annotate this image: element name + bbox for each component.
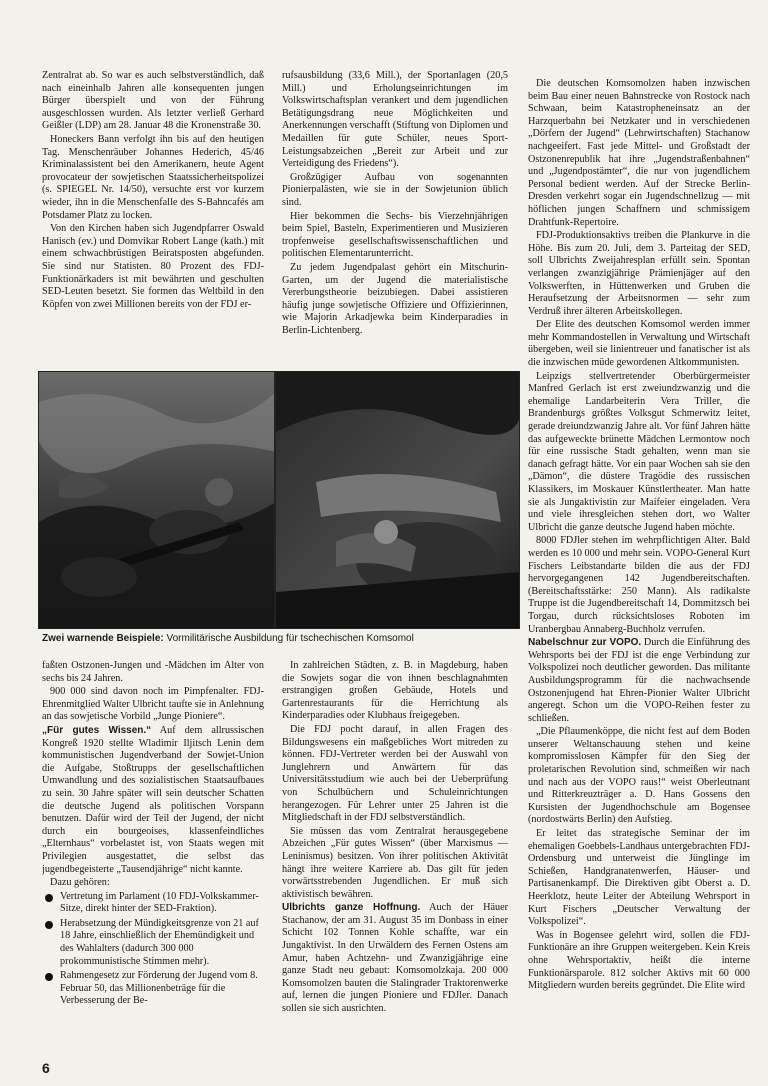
column-1-top bbox=[42, 70, 264, 370]
training-photo-image bbox=[39, 372, 275, 629]
column-2-top bbox=[282, 70, 508, 370]
paragraph: 900 000 sind davon noch im Pimpfenalter. FDJ-Ehrenmitglied Walter Ulbricht taufte sie in Anlehnung an das sowjetische Vorbild „Junge Pioniere“. bbox=[42, 686, 264, 723]
section-lead: Nabelschnur zur VOPO. bbox=[528, 637, 642, 649]
paragraph: Dazu gehören: bbox=[50, 877, 110, 889]
paragraph: Zu jedem Jugendpalast gehört ein Mitschurin-Garten, um der Jugend die materialistische Vererbungstheorie beizubiegen. Dabei assistieren häufig junge sowjetische Offiziere und Offizierinnen, wie Majorin Arkadjewka beim Kinderparadies in Berlin-Lichtenberg. bbox=[282, 261, 508, 336]
section-lead: „Für gutes Wissen.“ bbox=[42, 724, 152, 736]
paragraph: Hier bekommen die Sechs- bis Vierzehnjährigen beim Spiel, Basteln, Experimentieren und Musizieren tropfenweise gesellschaftswissenschaftlichen und politischen Elementarunterricht. bbox=[282, 210, 508, 260]
paragraph: 8000 FDJler stehen im wehrpflichtigen Alter. Bald werden es 10 000 und mehr sein. VOPO-General Kurt Fischers Leibstandarte bilden die aus der FDJ hervorgegangenen 142 Jugendbereitschaften. (Bereitschaftsstärke: 250 Mann). Als radikalste Truppe ist die Jugendbereitschaft 14, Dommitzsch bei Torgau, durch rücksichtsloses Roboten im Uranbergbau Annaberg-Buchholz verrufen. bbox=[528, 535, 750, 635]
paragraph: In zahlreichen Städten, z. B. in Magdeburg, haben die Sowjets sogar die von ihnen beschlagnahmten erstrangigen großen Gebäude, Hotels und Gartenrestaurants für die Herrichtung als Kinderparadies oder Klubhaus freigegeben. bbox=[282, 660, 508, 722]
training-photo-image bbox=[276, 372, 520, 629]
paragraph: Leipzigs stellvertretender Oberbürgermeister Manfred Gerlach ist erst zweiundzwanzig und die ehemalige Landarbeiterin Vera Triller, die Brandenburgs größtes Volksgut Schmerwitz leitet, gerade dreiundzwanzig Jahre alt. Vor fünf Jahren hätte das aufgeweckte brünette Mädchen Lermontow noch für eine russische Stadt gehalten, wenn man sie danach gefragt hätte. Vor ein paar Wochen sah sie den „Dämon“, die düstere Tragödie des russischen Klassikers, im Moskauer Künstlertheater. Man hatte sie als Jungaktivistin zur Maifeier eingeladen. Vera und viele ihresgleichen stehen dort, wo Walter Ulbricht die ganze deutsche Jugend haben möchte. bbox=[528, 370, 750, 533]
paragraph bbox=[42, 725, 264, 876]
column-2-bottom bbox=[282, 660, 508, 1056]
paragraph bbox=[282, 902, 508, 1015]
paragraph: FDJ-Produktionsaktivs treiben die Plankurve in die Höhe. Bis zum 20. Juli, dem 3. Parteitag der SED, soll Ulbrichts Zweijahresplan erfüllt sein. Spontan verlangen zwanzigjährige Prämienjäger auf den Volkswerften, in Hüttenwerken und Gruben die Heraufsetzung der Arbeitsnormen — sehr zum Verdruß ihrer älteren Arbeitskollegen. bbox=[528, 230, 750, 317]
list-item: Vertretung im Parlament (10 FDJ-Volkskammer-Sitze, direkt hinter der SED-Fraktion). bbox=[42, 891, 264, 916]
column-1-bottom bbox=[42, 660, 264, 1056]
section-lead: Ulbrichts ganze Hoffnung. bbox=[282, 902, 421, 914]
column-3 bbox=[528, 78, 750, 1058]
paragraph: Zentralrat ab. So war es auch selbstverständlich, daß nach eineinhalb Jahren alle konsequenten jungen Bürger überspielt und von der Führung ausgeschlossen wurden. Als letzter verließ Gerhard Geißler (LDP) am 28. Januar 48 die Kronenstraße 30. bbox=[42, 70, 264, 132]
paragraph: Die FDJ pocht darauf, in allen Fragen des Bildungswesens ein maßgebliches Wort mitreden zu können. FDJ-Vertreter werden bei der Auswahl von Junglehrern und Anwärtern für das Universitätsstudium wie auch bei der Ueberprüfung von Schulbüchern und Schuleinrichtungen herangezogen. Für Lehrer unter 25 Jahren ist die Mitgliedschaft in der FDJ selbstverständlich. bbox=[282, 723, 508, 824]
paragraph: Er leitet das strategische Seminar der im ehemaligen Goebbels-Landhaus untergebrachten FDJ-Ordensburg und unterweist die Jünglinge im Schießen, Handgranatenwerfen, Häuser- und Partisanenkampf. Die Direktiven gibt Oberst a. D. Heerklotz, heute Leiter der Abteilung Wehrsport in Kurt Fischers „Deutscher Verwaltung der Volkspolizei“. bbox=[528, 828, 750, 928]
list-item: Rahmengesetz zur Förderung der Jugend vom 8. Februar 50, das Millionenbeträge für die Verbesserung der Be- bbox=[42, 970, 264, 1008]
paragraph-text: Auch der Häuer Stachanow, der am 31. August 35 im Donbass in einer Schicht 102 Tonnen Kohle schaffte, war ein Jungaktivist. In den Urwäldern des Fernen Ostens am Amur, haben Achtzehn- und Zwanzigjährige eine ganze Stadt neu gebaut: Komsomolzkaja. 200 000 Komsomolzen bauten die Stalingrader Traktorenwerke auf, lernen die jungen Pioniere und FDJler. Danach sollen sie sich ausrichten. bbox=[282, 902, 508, 1015]
paragraph: Sie müssen das vom Zentralrat herausgegebene Abzeichen „Für gutes Wissen“ (über Marxismus — Leninismus) besitzen. Von ihrer politischen Aktivität hängt ihre weitere Karriere ab. Das gilt für jeden vorwärtsstrebenden Jugendlichen. Er muß sich aktivistisch bewähren. bbox=[282, 825, 508, 900]
paragraph: rufsausbildung (33,6 Mill.), der Sportanlagen (20,5 Mill.) und Erholungseinrichtungen im Volkswirtschaftsplan verankert und dem jugendlichen Betätigungsdrang neue Möglichkeiten und Anerkennungen verschafft (Stiftung von Diplomen und Medaillen für gute Schüler, neues Sport-Leistungsabzeichen „Bereit zur Arbeit und zur Verteidigung des Friedens“). bbox=[282, 70, 508, 170]
paragraph: „Die Pflaumenköppe, die nicht fest auf dem Boden unserer Weltanschauung stehen und keine kompromisslosen Kämpfer für den Sieg der proletarischen Revolution sind, schmeißen wir nach und nach aus der VOPO raus!“ weist Oberleutnant und Ritterkreuzträger a. D. Hans Gossens den Kursisten der Jugendhochschule am Bogensee (nordostwärts Berlin) den Aufstieg. bbox=[528, 726, 750, 826]
paragraph: Honeckers Bann verfolgt ihn bis auf den heutigen Tag. Menschenräuber Johannes Hederich, 45/46 Kriminalassistent bei den Amerikanern, heute Agent provocateur der sowjetischen Staatssicherheitspolizei (s. SPIEGEL Nr. 14/50), versuchte erst vor kurzem wieder, ihn in die Menschenfalle des S-Bahncafés am Potsdamer Platz zu locken. bbox=[42, 133, 264, 221]
paragraph: faßten Ostzonen-Jungen und -Mädchen im Alter von sechs bis 24 Jahren. bbox=[42, 660, 264, 684]
paragraph-text: Durch die Einführung des Wehrsports bei der FDJ ist die enge Verbindung zur Volkspolizei noch deutlicher geworden. Das militante Ausbildungsprogramm für die nachwachsende Ostzonenjugend hat Ehren-Pionier Walter Ulbricht angeregt. Schon um die VOPO-Reihen fester zu schließen. bbox=[528, 637, 750, 724]
paragraph bbox=[528, 637, 750, 725]
page-number: 6 bbox=[42, 1060, 50, 1076]
privileges-list bbox=[42, 891, 264, 1008]
paragraph: Großzügiger Aufbau von sogenannten Pionierpalästen, wie sie in der Sowjetunion üblich sind. bbox=[282, 171, 508, 208]
caption-text: Vormilitärische Ausbildung für tschechischen Komsomol bbox=[166, 633, 414, 644]
paragraph-text: Auf dem allrussischen Kongreß 1920 stellte Wladimir Iljitsch Lenin dem kommunistischen Jugendverband der Sowjet-Union die Aufgabe, Stoßtrupps der gesellschaftlichen Umwandlung und des sozialistischen Staatsaufbaues zu sein. 30 Jahre später will sein deutscher Schatten die deutsche Jugend als politischen Vorspann benutzen. Dafür wird der Teil der Jugend, der nicht durch ein bourgeoises, klassenfeindliches „Elternhaus“ vorbelastet ist, von Staats wegen mit Privilegien ausgestattet, die selbst das jugendbegeisterte „Tausendjährige“ nicht kannte. bbox=[42, 724, 264, 875]
paragraph: Was in Bogensee gelehrt wird, sollen die FDJ-Funktionäre an ihre Gruppen weitergeben. Kein Kreis ohne Wehrsportaktiv, heißt die interne Funktionärsparole. 812 solcher Aktivs mit 60 000 Mitgliedern wurden bereits gegründet. Die Elite wird bbox=[528, 929, 750, 992]
photo-caption bbox=[42, 632, 520, 645]
paragraph: Von den Kirchen haben sich Jugendpfarrer Oswald Hanisch (ev.) und Domvikar Robert Lange (kath.) mit einem schwachbrüstigen Beiratsposten abgefunden. Sie sind nur Statisten. 80 Prozent des FDJ-Funktionärkaders ist mit bewährten und geschulten SED-Leuten besetzt. Sie formen das Weltbild in den Köpfen von zwei Millionen bereits von der FDJ er- bbox=[42, 223, 264, 310]
list-item: Herabsetzung der Mündigkeitsgrenze von 21 auf 18 Jahre, einschließlich der Ehemündigkeit und des Wahlalters (dadurch 300 000 prokommunistische Stimmen mehr). bbox=[42, 918, 264, 968]
paragraph: Die deutschen Komsomolzen haben inzwischen beim Bau einer neuen Bahnstrecke von Rostock nach Schwaan, beim Katastropheneinsatz an der Harzquerbahn bei Netzkater und in verschiedenen „Dörfern der Jugend“ (Lehrwirtschaften) Stachanow nachgeeifert. Fast jede Mittel- und Großstadt der Ostzonenrepublik hat ihre „Jugendstraßenbahnen“ und „Jugendpostämter“, die nur von jugendlichem Personal bedient werden. Auf der Strecke Berlin-Dresden verkehrt sogar ein Jugendschnellzug — mit höflichen jungen Schaffnern und schmissigem Drahtfunk-Repertoire. bbox=[528, 78, 750, 228]
photo-right bbox=[275, 371, 520, 629]
photo-left bbox=[38, 371, 275, 629]
caption-lead: Zwei warnende Beispiele: bbox=[42, 633, 164, 644]
paragraph: Der Elite des deutschen Komsomol werden immer mehr Kommandostellen in Verwaltung und Wirtschaft übergeben, weil sie linientreuer und fanatischer ist als die inzwischen müde gewordenen Altkommunisten. bbox=[528, 319, 750, 369]
